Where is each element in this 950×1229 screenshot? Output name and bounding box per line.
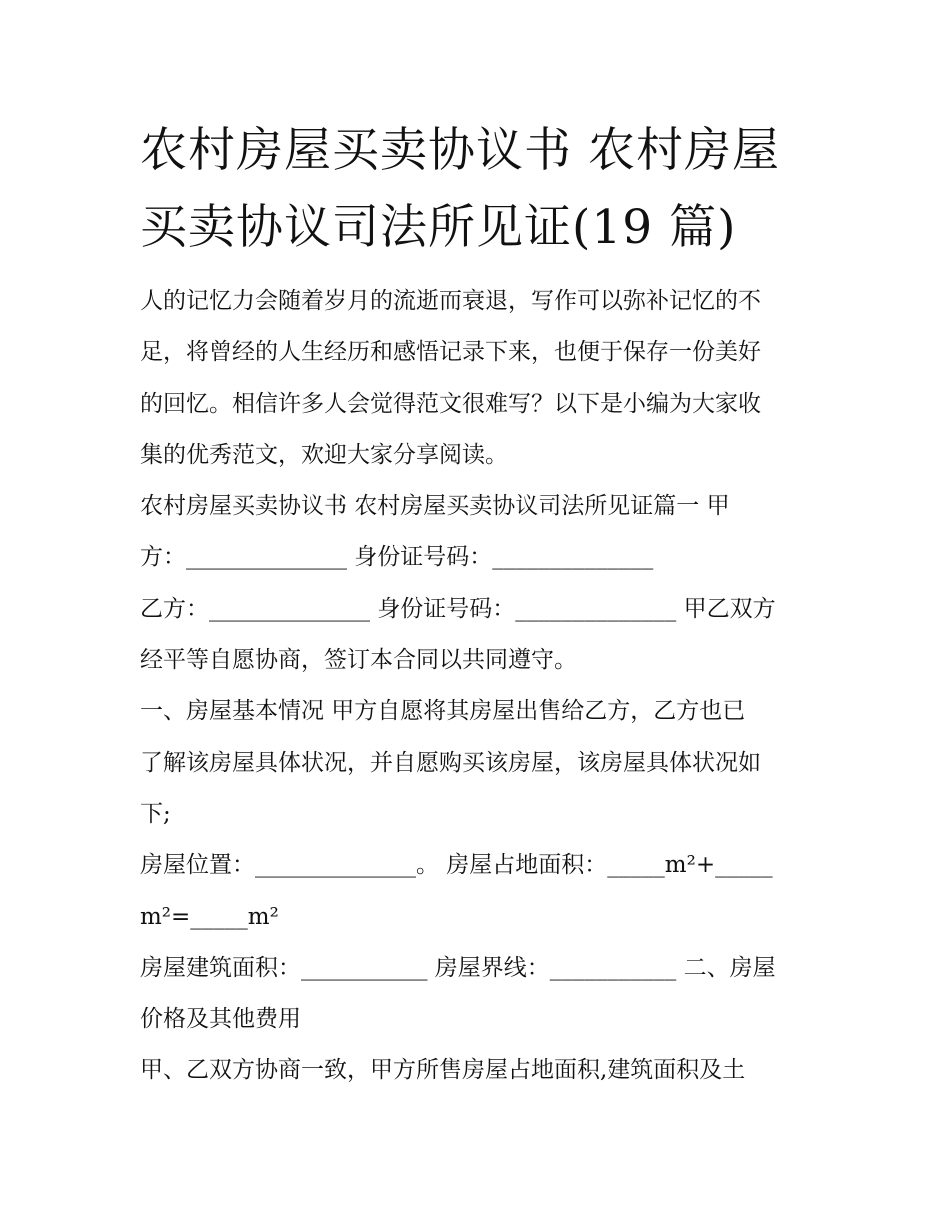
body-line: 下; [140,800,171,827]
body-line: 了解该房屋具体状况，并自愿购买该房屋，该房屋具体状况如 [140,749,761,776]
document-body [140,276,820,1097]
section-heading-line: 农村房屋买卖协议书 农村房屋买卖协议司法所见证篇一 甲 [140,493,730,520]
body-line: 人的记忆力会随着岁月的流逝而衰退，写作可以弥补记忆的不 [140,288,761,314]
body-line: 的回忆。相信许多人会觉得范文很难写？以下是小编为大家收 [140,390,761,417]
document-title [140,112,820,266]
clause-one-line: 一、房屋基本情况 甲方自愿将其房屋出售给乙方，乙方也已 [140,698,746,725]
title-line: 农村房屋买卖协议书 农村房屋 [140,123,780,178]
body-line: 甲、乙双方协商一致，甲方所售房屋占地面积,建筑面积及土 [140,1057,746,1084]
house-location-line: 房屋位置：______________。 房屋占地面积：_____m²+_____ [140,852,773,879]
body-line: 经平等自愿协商，签订本合同以共同遵守。 [140,647,577,674]
body-line: 价格及其他费用 [140,1006,301,1033]
body-line: 足，将曾经的人生经历和感悟记录下来，也便于保存一份美好 [140,339,761,366]
title-line: 买卖协议司法所见证(19 篇) [140,200,737,255]
party-a-line: 方：______________ 身份证号码：______________ [140,544,654,571]
body-line: 集的优秀范文，欢迎大家分享阅读。 [140,441,508,468]
party-b-line: 乙方：______________ 身份证号码：______________ 甲乙双方 [140,595,776,622]
area-formula-line: m²=_____m² [140,903,279,930]
building-area-line: 房屋建筑面积：___________ 房屋界线：___________ 二、房屋 [140,954,776,981]
